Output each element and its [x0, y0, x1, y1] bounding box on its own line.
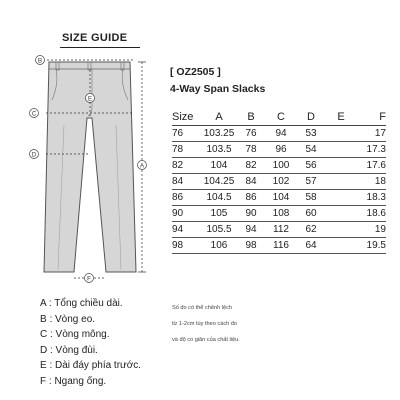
table-cell: [326, 206, 356, 222]
table-cell: [326, 158, 356, 174]
table-row: [172, 174, 386, 190]
table-cell: 18: [356, 174, 386, 190]
table-cell: 98: [236, 238, 266, 254]
pants-diagram: [0, 0, 170, 295]
col-header: C: [266, 109, 296, 126]
label-f: F: [87, 276, 91, 283]
table-cell: 58: [296, 190, 326, 206]
table-cell: 94: [266, 126, 296, 142]
note-line: từ 1-2cm tùy theo cách đo: [172, 321, 237, 327]
table-cell: 86: [236, 190, 266, 206]
table-cell: 19.5: [356, 238, 386, 254]
table-cell: 84: [172, 174, 202, 190]
table-cell: 103.25: [202, 126, 236, 142]
table-cell: 57: [296, 174, 326, 190]
table-cell: 102: [266, 174, 296, 190]
label-b: B: [37, 58, 43, 65]
table-row: [172, 222, 386, 238]
table-cell: 62: [296, 222, 326, 238]
table-cell: 78: [172, 142, 202, 158]
table-cell: 82: [172, 158, 202, 174]
legend-item: D : Vòng đùi.: [40, 344, 98, 356]
col-header: Size: [172, 109, 202, 126]
table-cell: 103.5: [202, 142, 236, 158]
table-cell: 76: [236, 126, 266, 142]
table-cell: 19: [356, 222, 386, 238]
table-row: [172, 142, 386, 158]
table-row: [172, 238, 386, 254]
table-cell: [326, 238, 356, 254]
col-header: F: [356, 109, 386, 126]
table-cell: 60: [296, 206, 326, 222]
table-cell: 105: [202, 206, 236, 222]
size-guide-title: SIZE GUIDE: [62, 32, 128, 44]
table-cell: 17.6: [356, 158, 386, 174]
table-cell: 82: [236, 158, 266, 174]
table-cell: 17: [356, 126, 386, 142]
table-cell: 116: [266, 238, 296, 254]
table-cell: 94: [236, 222, 266, 238]
table-cell: [326, 222, 356, 238]
table-cell: 18.3: [356, 190, 386, 206]
product-name: 4-Way Span Slacks: [170, 83, 266, 95]
col-header: B: [236, 109, 266, 126]
table-row: [172, 158, 386, 174]
table-cell: 94: [172, 222, 202, 238]
table-cell: [326, 174, 356, 190]
col-header: A: [202, 109, 236, 126]
legend-item: F : Ngang ống.: [40, 375, 107, 387]
table-cell: 98: [172, 238, 202, 254]
measurement-legend: [40, 296, 141, 390]
table-cell: 108: [266, 206, 296, 222]
table-cell: [326, 190, 356, 206]
table-cell: 96: [266, 142, 296, 158]
legend-item: C : Vòng mông.: [40, 329, 110, 341]
table-row: [172, 190, 386, 206]
legend-item: A : Tổng chiều dài.: [40, 298, 123, 309]
legend-item: B : Vòng eo.: [40, 313, 96, 325]
table-cell: 53: [296, 126, 326, 142]
label-c: C: [31, 111, 37, 118]
table-cell: 84: [236, 174, 266, 190]
product-code: [ OZ2505 ]: [170, 66, 221, 78]
table-cell: 112: [266, 222, 296, 238]
table-cell: 104: [202, 158, 236, 174]
table-cell: 17.3: [356, 142, 386, 158]
size-table: [172, 109, 386, 254]
table-cell: 90: [236, 206, 266, 222]
table-cell: [326, 142, 356, 158]
note-line: Số đo có thể chênh lệch: [172, 305, 233, 311]
table-cell: 104.25: [202, 174, 236, 190]
note-line: và độ co giãn của chất liệu.: [172, 337, 240, 343]
label-e: E: [87, 96, 93, 103]
table-cell: 90: [172, 206, 202, 222]
table-cell: 104: [266, 190, 296, 206]
table-cell: 18.6: [356, 206, 386, 222]
legend-item: E : Dài đáy phía trước.: [40, 360, 142, 372]
table-cell: 64: [296, 238, 326, 254]
label-a: A: [139, 163, 145, 170]
size-table-header: [172, 109, 386, 126]
label-d: D: [31, 152, 37, 159]
table-row: [172, 206, 386, 222]
col-header: E: [326, 109, 356, 126]
table-cell: 78: [236, 142, 266, 158]
measurement-note: [172, 300, 240, 348]
table-row: [172, 126, 386, 142]
col-header: D: [296, 109, 326, 126]
table-cell: 100: [266, 158, 296, 174]
table-cell: 86: [172, 190, 202, 206]
table-cell: 54: [296, 142, 326, 158]
table-cell: 104.5: [202, 190, 236, 206]
table-cell: 105.5: [202, 222, 236, 238]
table-cell: 56: [296, 158, 326, 174]
table-cell: [326, 126, 356, 142]
table-cell: 106: [202, 238, 236, 254]
table-cell: 76: [172, 126, 202, 142]
